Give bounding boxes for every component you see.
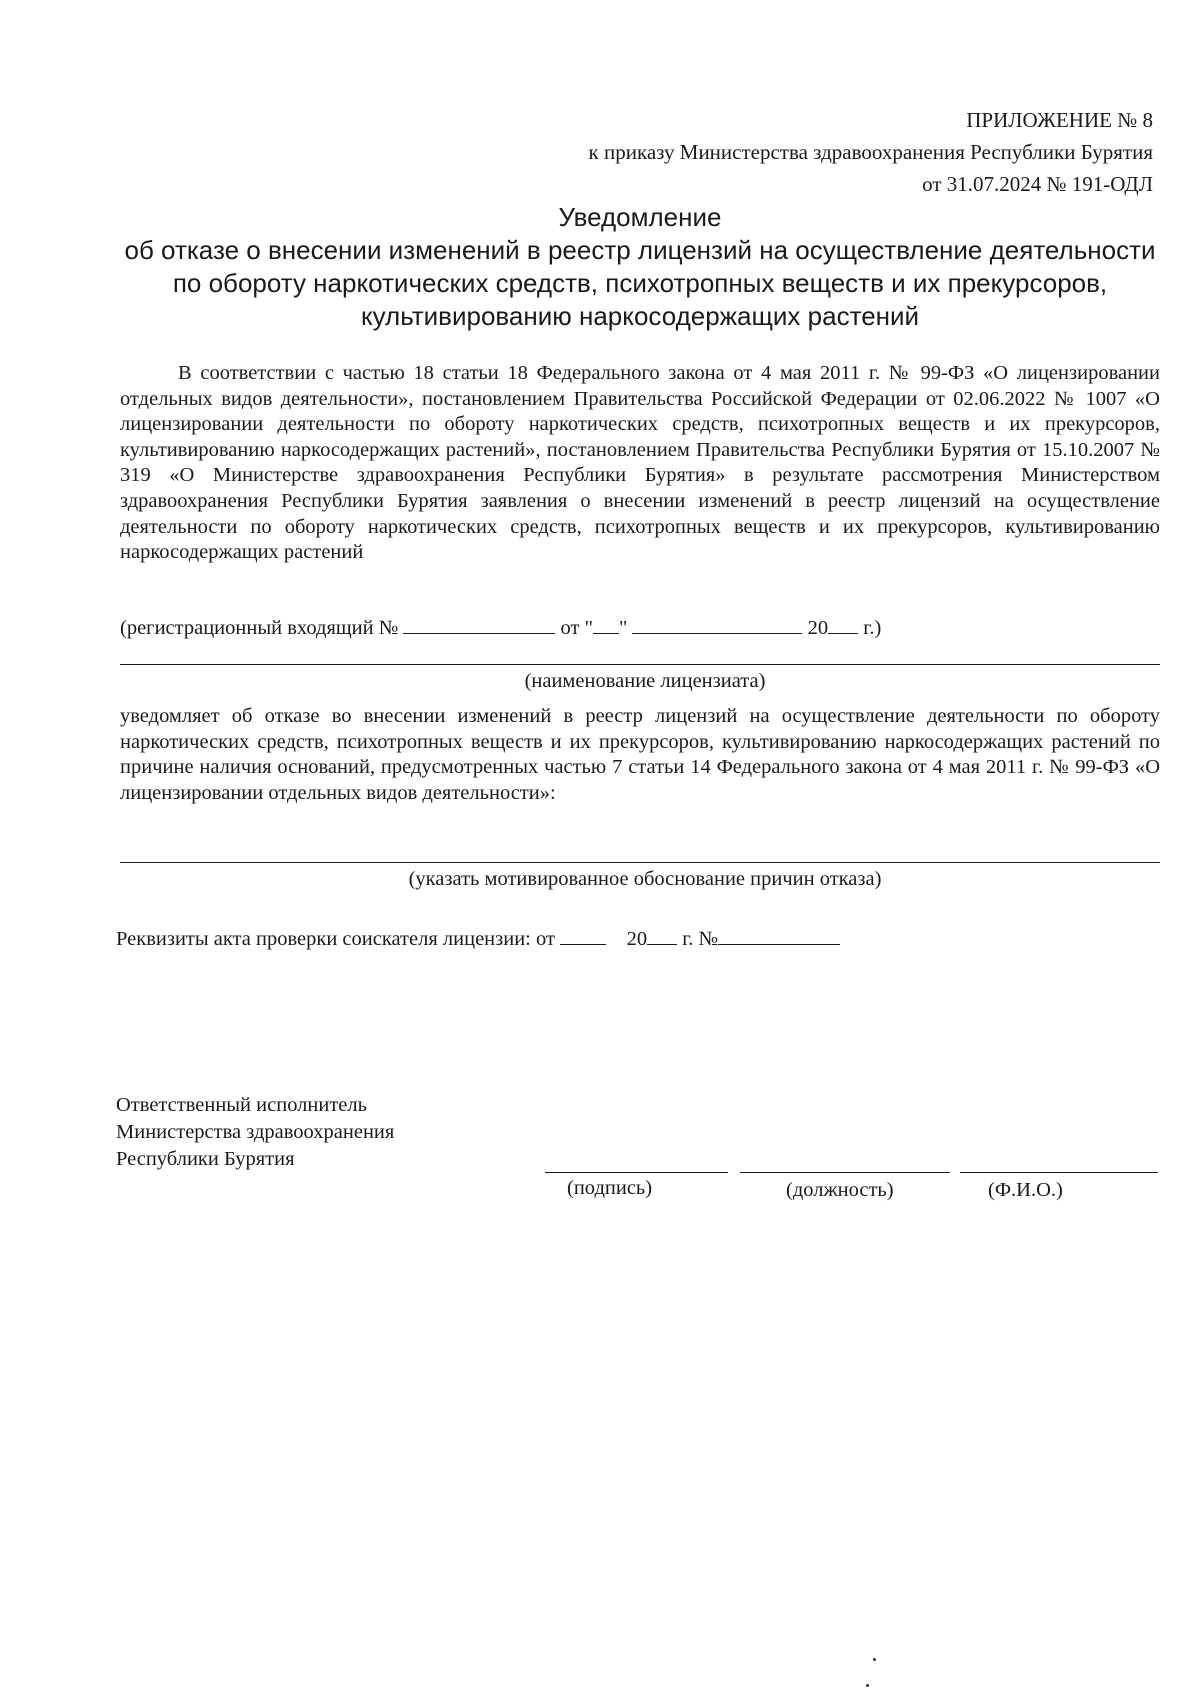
order-reference: к приказу Министерства здравоохранения Республики Бурятия — [588, 140, 1153, 164]
position-caption: (должность) — [786, 1179, 894, 1201]
paragraph-basis — [120, 361, 1160, 566]
registration-year-prefix: 20 — [807, 617, 829, 639]
inspection-number-field[interactable] — [718, 926, 840, 945]
paragraph-basis-text: В соответствии с частью 18 статьи 18 Федерального закона от 4 мая 2011 г. № 99-ФЗ «О лицензировании отдельных видов деятельности», постановлением Правительства Российской Федерации от 02.06.2022 № 1007 «О лицензировании деятельности по обороту наркотических средств, психотропных веществ и их прекурсоров, культивированию наркосодержащих растений», постановлением Правительства Республики Бурятия от 15.10.2007 № 319 «О Министерстве здравоохранения Республики Бурятия» в результате рассмотрения Министерством здравоохранения Республики Бурятия заявления о внесении изменений в реестр лицензий на осуществление деятельности по обороту наркотических средств, психотропных веществ и их прекурсоров, культивированию наркосодержащих растений — [120, 362, 1160, 564]
inspection-date-field[interactable] — [560, 926, 606, 945]
position-field[interactable] — [740, 1172, 950, 1173]
licensee-name-field[interactable] — [120, 664, 1160, 665]
signatory-line-1: Ответственный исполнитель — [116, 1094, 367, 1116]
licensee-caption: (наименование лицензиата) — [524, 670, 766, 692]
signatory-line-2: Министерства здравоохранения — [116, 1121, 395, 1143]
scan-speck — [866, 1684, 869, 1687]
registration-prefix: (регистрационный входящий № — [120, 617, 399, 639]
reason-caption: (указать мотивированное обоснование причин отказа) — [408, 868, 882, 890]
inspection-year-field[interactable] — [647, 926, 677, 945]
inspection-suffix: г. № — [682, 928, 719, 950]
reason-field[interactable] — [120, 862, 1160, 863]
paragraph-refusal — [120, 704, 1160, 806]
title-line-3: по обороту наркотических средств, психотропных веществ и их прекурсоров, — [172, 268, 1108, 298]
registration-suffix: г.) — [863, 617, 882, 639]
inspection-act-line — [116, 926, 840, 951]
registration-quote-close: " — [618, 617, 628, 639]
signature-caption: (подпись) — [567, 1177, 653, 1199]
document-title — [100, 201, 1180, 333]
registration-number-field[interactable] — [403, 615, 555, 634]
signature-field[interactable] — [545, 1172, 728, 1173]
paragraph-refusal-text: уведомляет об отказе во внесении изменений в реестр лицензий на осуществление деятельности по обороту наркотических средств, психотропных веществ и их прекурсоров, культивированию наркосодержащих растений по причине наличия оснований, предусмотренных частью 7 статьи 14 Федерального закона от 4 мая 2011 г. № 99-ФЗ «О лицензировании отдельных видов деятельности»: — [120, 705, 1160, 804]
inspection-label: Реквизиты акта проверки соискателя лицензии: от — [116, 928, 555, 950]
registration-day-field[interactable] — [593, 615, 619, 634]
registration-year-field[interactable] — [828, 615, 858, 634]
registration-line — [120, 615, 881, 640]
inspection-year-prefix: 20 — [626, 928, 648, 950]
title-line-4: культивированию наркосодержащих растений — [360, 301, 920, 331]
order-date: от 31.07.2024 № 191-ОДЛ — [922, 172, 1153, 196]
appendix-number: ПРИЛОЖЕНИЕ № 8 — [966, 108, 1153, 132]
registration-month-field[interactable] — [632, 615, 802, 634]
signatory-line-3: Республики Бурятия — [116, 1148, 295, 1170]
name-field[interactable] — [960, 1172, 1158, 1173]
name-caption: (Ф.И.О.) — [988, 1179, 1063, 1201]
scan-speck — [873, 1658, 876, 1661]
title-line-2: об отказе о внесении изменений в реестр лицензий на осуществление деятельности — [124, 235, 1156, 265]
registration-from: от " — [560, 617, 593, 639]
title-line-1: Уведомление — [558, 202, 722, 232]
